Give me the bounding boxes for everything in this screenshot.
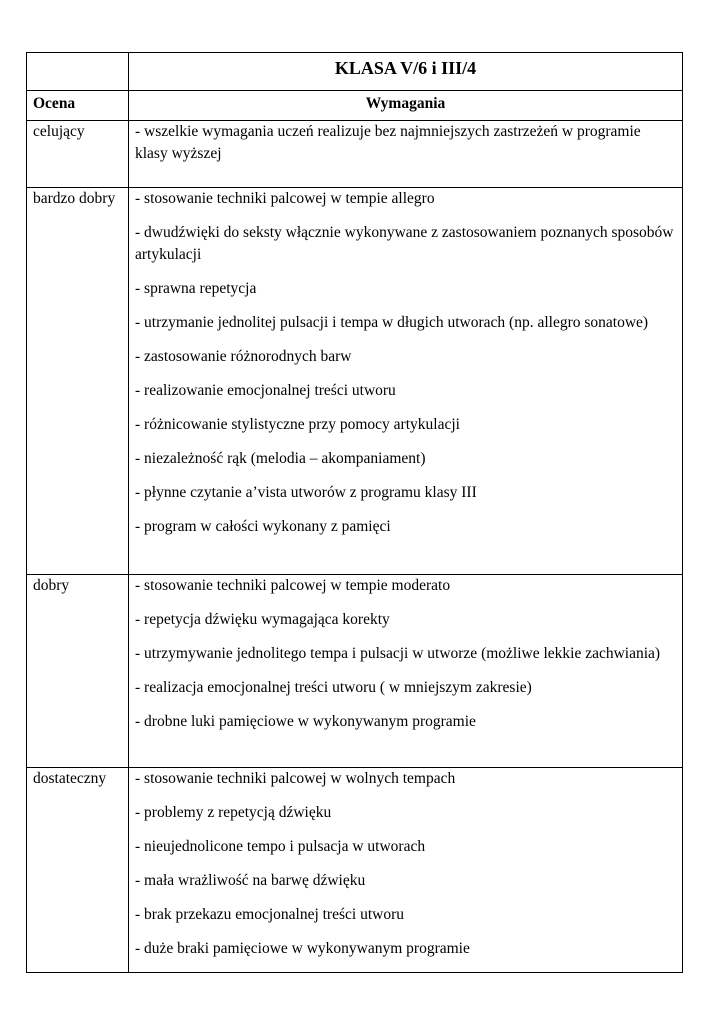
requirement-item: - stosowanie techniki palcowej w wolnych tempach [135, 770, 456, 787]
table-row [27, 121, 683, 188]
requirement-item: - realizowanie emocjonalnej treści utworu [135, 382, 396, 399]
requirement-item: - repetycja dźwięku wymagająca korekty [135, 611, 390, 628]
requirement-item: - drobne luki pamięciowe w wykonywanym programie [135, 713, 476, 730]
table-title: KLASA V/6 i III/4 [129, 53, 683, 91]
requirement-item: - wszelkie wymagania uczeń realizuje bez najmniejszych zastrzeżeń w programie klasy wyższej [135, 123, 641, 162]
requirement-item: - płynne czytanie a’vista utworów z programu klasy III [135, 484, 477, 501]
requirement-item: - mała wrażliwość na barwę dźwięku [135, 872, 366, 889]
header-requirements: Wymagania [129, 91, 683, 121]
table-row [27, 768, 683, 973]
requirement-item: - utrzymanie jednolitej pulsacji i tempa w długich utworach (np. allegro sonatowe) [135, 314, 649, 331]
grade-label: dobry [27, 575, 129, 768]
header-grade: Ocena [27, 91, 129, 121]
requirements-table [26, 52, 683, 973]
header-row [27, 91, 683, 121]
requirement-item: - realizacja emocjonalnej treści utworu ( w mniejszym zakresie) [135, 679, 532, 696]
table-row [27, 188, 683, 575]
requirement-item: - brak przekazu emocjonalnej treści utworu [135, 906, 404, 923]
title-empty-cell [27, 53, 129, 91]
requirement-item: - program w całości wykonany z pamięci [135, 518, 391, 535]
requirement-item: - stosowanie techniki palcowej w tempie allegro [135, 190, 435, 207]
grade-label: celujący [27, 121, 129, 188]
table-row [27, 575, 683, 768]
requirement-item: - duże braki pamięciowe w wykonywanym programie [135, 940, 470, 957]
requirement-item: - zastosowanie różnorodnych barw [135, 348, 352, 365]
grade-label: bardzo dobry [27, 188, 129, 575]
requirement-item: - nieujednolicone tempo i pulsacja w utworach [135, 838, 426, 855]
requirement-item: - utrzymywanie jednolitego tempa i pulsacji w utworze (możliwe lekkie zachwiania) [135, 645, 661, 662]
title-row [27, 53, 683, 91]
requirement-item: - niezależność rąk (melodia – akompaniament) [135, 450, 426, 467]
requirements-cell [129, 768, 683, 973]
requirement-item: - stosowanie techniki palcowej w tempie moderato [135, 577, 451, 594]
requirements-cell [129, 121, 683, 188]
requirements-cell [129, 188, 683, 575]
requirement-item: - sprawna repetycja [135, 280, 257, 297]
requirement-item: - problemy z repetycją dźwięku [135, 804, 332, 821]
requirement-item: - dwudźwięki do seksty włącznie wykonywane z zastosowaniem poznanych sposobów artykulacji [135, 224, 674, 263]
requirement-item: - różnicowanie stylistyczne przy pomocy artykulacji [135, 416, 460, 433]
requirements-cell [129, 575, 683, 768]
grade-label: dostateczny [27, 768, 129, 973]
